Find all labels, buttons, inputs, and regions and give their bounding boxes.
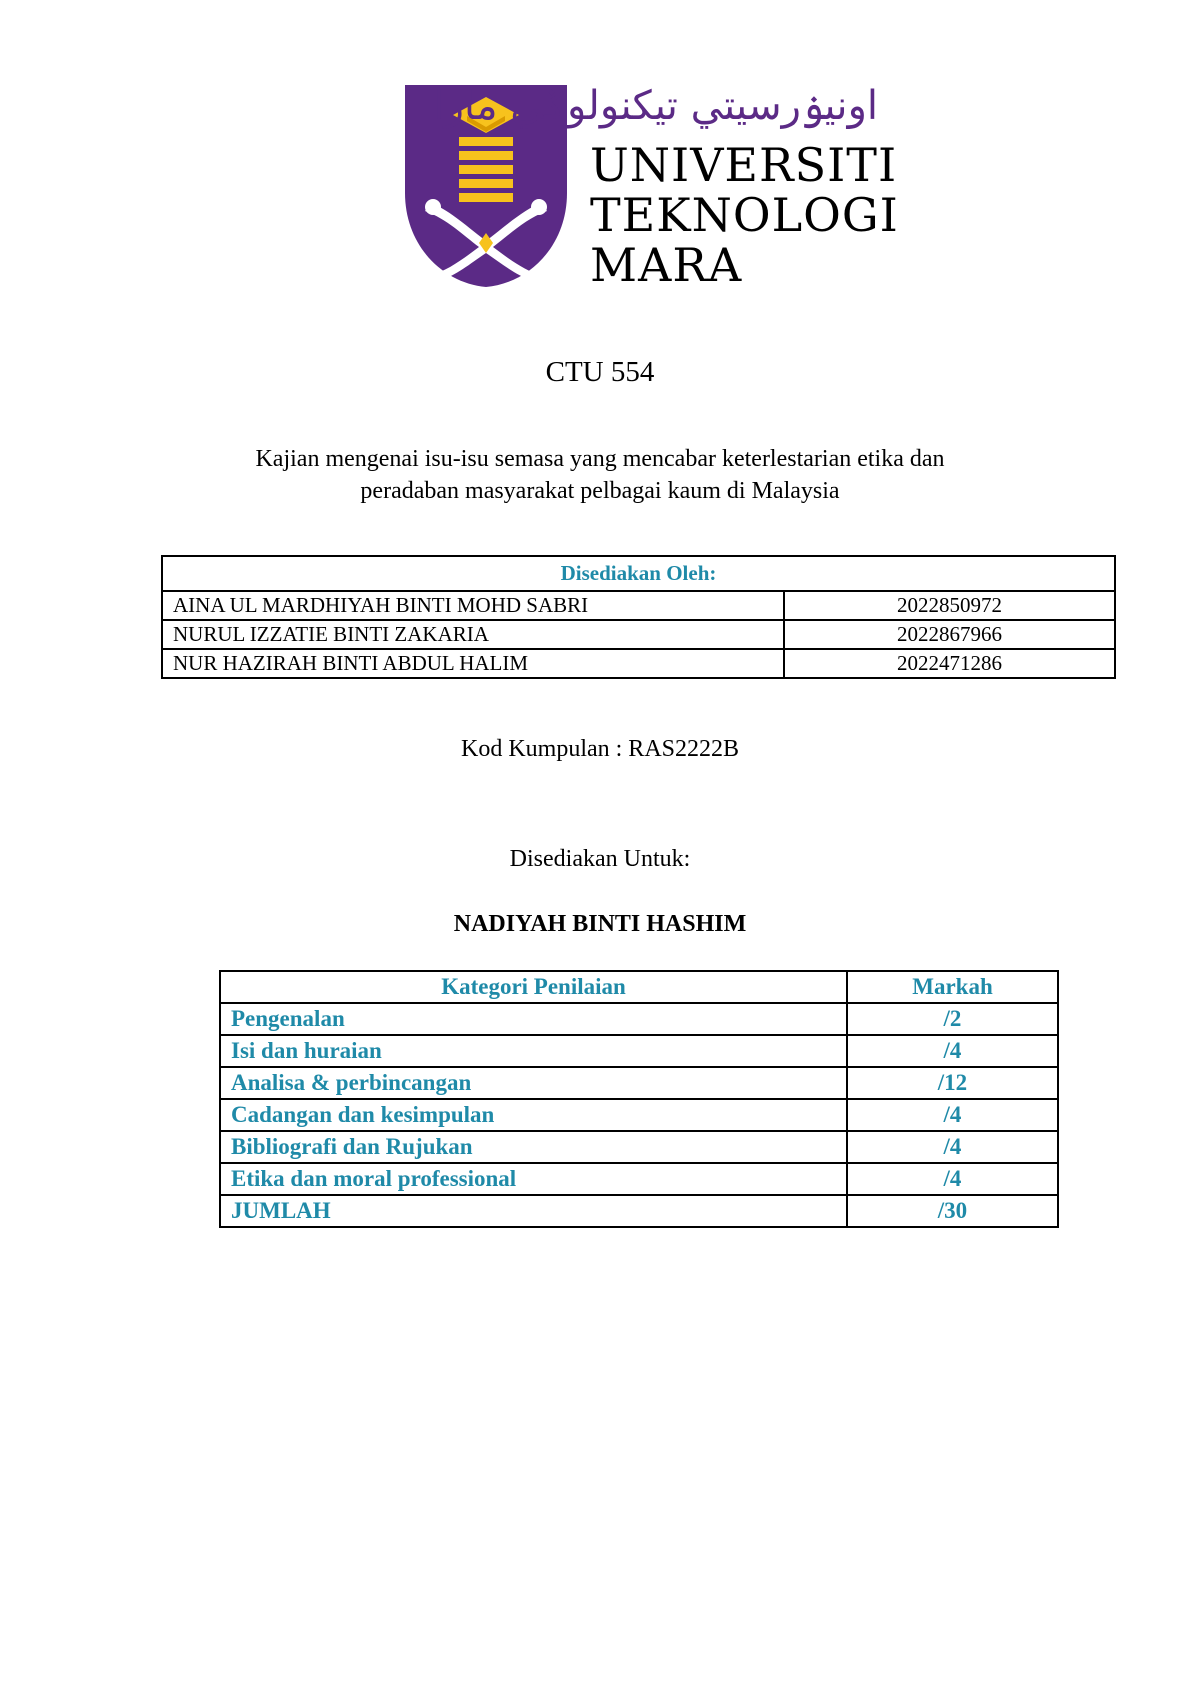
report-title-line-2: peradaban masyarakat pelbagai kaum di Malaysia <box>360 478 840 504</box>
logo-arabic-wordmark: اونيۏرسيتي تيكنولوݢي مارا <box>433 83 878 129</box>
table-row <box>220 1131 1058 1163</box>
assessment-mark: /12 <box>847 1067 1058 1099</box>
table-row <box>220 1003 1058 1035</box>
course-code: CTU 554 <box>545 356 655 388</box>
assessment-total-label: JUMLAH <box>220 1195 847 1227</box>
member-id: 2022867966 <box>784 620 1115 649</box>
assessment-category: Bibliografi dan Rujukan <box>220 1131 847 1163</box>
assessment-mark: /4 <box>847 1131 1058 1163</box>
assessment-total-mark: /30 <box>847 1195 1058 1227</box>
logo-line-1: UNIVERSITI <box>590 138 898 192</box>
category-column-header: Kategori Penilaian <box>220 971 847 1003</box>
member-id: 2022850972 <box>784 591 1115 620</box>
mark-column-header: Markah <box>847 971 1058 1003</box>
table-row <box>220 1099 1058 1131</box>
assessment-mark: /2 <box>847 1003 1058 1035</box>
assessment-category: Analisa & perbincangan <box>220 1067 847 1099</box>
table-row <box>162 620 1115 649</box>
prepared-by-table <box>161 555 1116 679</box>
lecturer-name: NADIYAH BINTI HASHIM <box>453 911 747 937</box>
report-title-line-1: Kajian mengenai isu-isu semasa yang mencabar keterlestarian etika dan <box>255 446 945 472</box>
prepared-for-label: Disediakan Untuk: <box>509 846 691 872</box>
table-row <box>220 1163 1058 1195</box>
assessment-mark: /4 <box>847 1099 1058 1131</box>
table-row <box>220 1195 1058 1227</box>
assessment-mark: /4 <box>847 1035 1058 1067</box>
logo-wordmark <box>590 140 899 290</box>
member-name: AINA UL MARDHIYAH BINTI MOHD SABRI <box>162 591 784 620</box>
member-name: NUR HAZIRAH BINTI ABDUL HALIM <box>162 649 784 678</box>
member-name: NURUL IZZATIE BINTI ZAKARIA <box>162 620 784 649</box>
logo-line-2: TEKNOLOGI <box>590 188 899 242</box>
assessment-table <box>219 970 1059 1228</box>
prepared-by-heading: Disediakan Oleh: <box>162 556 1115 591</box>
table-row <box>162 649 1115 678</box>
group-code: Kod Kumpulan : RAS2222B <box>460 736 739 762</box>
logo-line-3: MARA <box>590 238 743 292</box>
table-row <box>220 1067 1058 1099</box>
assessment-category: Isi dan huraian <box>220 1035 847 1067</box>
table-row <box>220 1035 1058 1067</box>
member-id: 2022471286 <box>784 649 1115 678</box>
table-row <box>162 591 1115 620</box>
assessment-mark: /4 <box>847 1163 1058 1195</box>
assessment-category: Cadangan dan kesimpulan <box>220 1099 847 1131</box>
assessment-category: Pengenalan <box>220 1003 847 1035</box>
assessment-category: Etika dan moral professional <box>220 1163 847 1195</box>
report-title <box>0 443 1200 507</box>
